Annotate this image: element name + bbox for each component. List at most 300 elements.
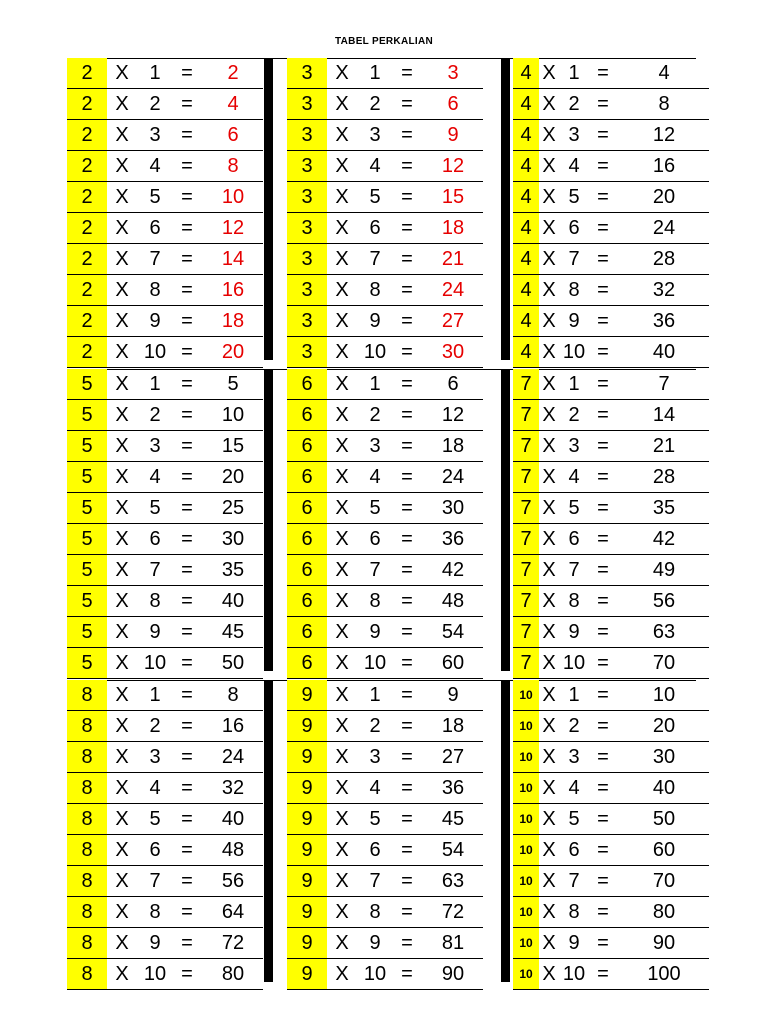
product-result: 32 <box>221 777 245 799</box>
base-number: 8 <box>67 804 107 834</box>
table-row <box>287 897 483 928</box>
base-number: 10 <box>513 897 539 927</box>
times-sign: X <box>335 248 349 270</box>
times-sign: X <box>115 559 129 581</box>
base-number: 6 <box>287 524 327 554</box>
times-sign: X <box>542 839 556 861</box>
multiplier: 8 <box>568 279 580 301</box>
multiplier: 5 <box>568 497 580 519</box>
page-title: TABEL PERKALIAN <box>334 36 434 47</box>
multiplier: 9 <box>568 310 580 332</box>
table-row <box>67 804 263 835</box>
table-row <box>67 275 263 306</box>
times-table-5 <box>67 369 263 679</box>
product-result: 6 <box>447 93 459 115</box>
table-row <box>513 680 709 711</box>
multiplier: 10 <box>363 341 387 363</box>
equals-sign: = <box>597 497 609 519</box>
times-sign: X <box>335 901 349 923</box>
multiplier: 2 <box>568 715 580 737</box>
table-row <box>287 648 483 679</box>
equals-sign: = <box>181 404 193 426</box>
multiplier: 7 <box>369 559 381 581</box>
multiplier: 8 <box>568 590 580 612</box>
equals-sign: = <box>597 310 609 332</box>
times-sign: X <box>335 808 349 830</box>
product-result: 72 <box>441 901 465 923</box>
times-sign: X <box>335 715 349 737</box>
table-row <box>513 89 709 120</box>
multiplier: 8 <box>568 901 580 923</box>
product-result: 70 <box>652 870 676 892</box>
table-row <box>287 928 483 959</box>
times-sign: X <box>335 652 349 674</box>
base-number: 6 <box>287 617 327 647</box>
product-result: 50 <box>221 652 245 674</box>
equals-sign: = <box>597 621 609 643</box>
times-sign: X <box>542 217 556 239</box>
multiplier: 4 <box>149 155 161 177</box>
table-row <box>513 462 709 493</box>
product-result: 18 <box>221 310 245 332</box>
base-number: 4 <box>513 182 539 212</box>
equals-sign: = <box>401 435 413 457</box>
product-result: 30 <box>221 528 245 550</box>
multiplier: 2 <box>369 715 381 737</box>
table-row <box>67 337 263 368</box>
multiplier: 8 <box>149 590 161 612</box>
table-row <box>67 369 263 400</box>
table-row <box>287 835 483 866</box>
equals-sign: = <box>597 932 609 954</box>
table-row <box>287 462 483 493</box>
multiplier: 10 <box>143 963 167 985</box>
base-number: 9 <box>287 742 327 772</box>
times-sign: X <box>335 870 349 892</box>
multiplier: 2 <box>149 404 161 426</box>
equals-sign: = <box>181 435 193 457</box>
table-row <box>67 524 263 555</box>
multiplier: 1 <box>369 684 381 706</box>
equals-sign: = <box>401 62 413 84</box>
table-row <box>67 648 263 679</box>
equals-sign: = <box>597 652 609 674</box>
product-result: 14 <box>221 248 245 270</box>
base-number: 2 <box>67 89 107 119</box>
times-sign: X <box>542 341 556 363</box>
times-sign: X <box>335 963 349 985</box>
table-row <box>513 773 709 804</box>
multiplier: 6 <box>369 839 381 861</box>
multiplier: 10 <box>562 652 586 674</box>
times-sign: X <box>115 373 129 395</box>
product-result: 35 <box>652 497 676 519</box>
times-sign: X <box>335 404 349 426</box>
product-result: 56 <box>221 870 245 892</box>
times-sign: X <box>542 93 556 115</box>
base-number: 8 <box>67 711 107 741</box>
equals-sign: = <box>181 870 193 892</box>
equals-sign: = <box>401 93 413 115</box>
table-row <box>287 431 483 462</box>
product-result: 8 <box>658 93 670 115</box>
multiplier: 10 <box>363 652 387 674</box>
multiplier: 2 <box>369 93 381 115</box>
table-row <box>67 897 263 928</box>
table-row <box>513 866 709 897</box>
product-result: 28 <box>652 466 676 488</box>
product-result: 40 <box>221 808 245 830</box>
base-number: 3 <box>287 213 327 243</box>
times-table-2 <box>67 58 263 368</box>
product-result: 40 <box>652 341 676 363</box>
equals-sign: = <box>181 217 193 239</box>
equals-sign: = <box>597 62 609 84</box>
equals-sign: = <box>401 217 413 239</box>
equals-sign: = <box>597 155 609 177</box>
multiplier: 6 <box>149 839 161 861</box>
times-sign: X <box>115 839 129 861</box>
product-result: 54 <box>441 839 465 861</box>
multiplier: 10 <box>562 341 586 363</box>
table-row <box>513 337 709 368</box>
equals-sign: = <box>401 715 413 737</box>
base-number: 8 <box>67 835 107 865</box>
table-row <box>513 742 709 773</box>
product-result: 100 <box>647 963 681 985</box>
times-sign: X <box>542 373 556 395</box>
times-sign: X <box>335 124 349 146</box>
equals-sign: = <box>401 559 413 581</box>
equals-sign: = <box>597 217 609 239</box>
product-result: 12 <box>441 404 465 426</box>
table-row <box>513 928 709 959</box>
base-number: 2 <box>67 151 107 181</box>
times-sign: X <box>335 62 349 84</box>
table-row <box>287 120 483 151</box>
multiplier: 4 <box>568 155 580 177</box>
times-sign: X <box>335 839 349 861</box>
base-number: 6 <box>287 400 327 430</box>
times-sign: X <box>115 497 129 519</box>
base-number: 7 <box>513 400 539 430</box>
multiplier: 2 <box>568 93 580 115</box>
times-sign: X <box>542 155 556 177</box>
base-number: 3 <box>287 89 327 119</box>
table-band <box>67 369 696 674</box>
product-result: 28 <box>652 248 676 270</box>
equals-sign: = <box>597 963 609 985</box>
product-result: 30 <box>441 341 465 363</box>
table-row <box>513 555 709 586</box>
multiplier: 1 <box>149 62 161 84</box>
equals-sign: = <box>597 559 609 581</box>
product-result: 60 <box>441 652 465 674</box>
base-number: 4 <box>513 120 539 150</box>
times-table-6 <box>287 369 483 679</box>
base-number: 6 <box>287 648 327 678</box>
equals-sign: = <box>597 404 609 426</box>
equals-sign: = <box>181 124 193 146</box>
equals-sign: = <box>181 341 193 363</box>
column-separator <box>264 680 273 982</box>
table-row <box>67 400 263 431</box>
equals-sign: = <box>401 528 413 550</box>
base-number: 6 <box>287 555 327 585</box>
times-sign: X <box>335 373 349 395</box>
times-sign: X <box>335 186 349 208</box>
base-number: 4 <box>513 244 539 274</box>
base-number: 8 <box>67 773 107 803</box>
times-sign: X <box>542 497 556 519</box>
table-row <box>287 680 483 711</box>
product-result: 32 <box>652 279 676 301</box>
product-result: 9 <box>447 124 459 146</box>
times-table-4 <box>513 58 709 368</box>
base-number: 2 <box>67 306 107 336</box>
base-number: 4 <box>513 213 539 243</box>
base-number: 7 <box>513 369 539 399</box>
product-result: 90 <box>652 932 676 954</box>
base-number: 2 <box>67 275 107 305</box>
multiplier: 7 <box>568 870 580 892</box>
equals-sign: = <box>401 808 413 830</box>
multiplier: 1 <box>149 684 161 706</box>
equals-sign: = <box>181 777 193 799</box>
multiplier: 6 <box>149 217 161 239</box>
product-result: 24 <box>652 217 676 239</box>
product-result: 27 <box>441 310 465 332</box>
times-sign: X <box>115 808 129 830</box>
product-result: 35 <box>221 559 245 581</box>
table-row <box>287 804 483 835</box>
times-sign: X <box>115 93 129 115</box>
base-number: 2 <box>67 244 107 274</box>
product-result: 21 <box>441 248 465 270</box>
product-result: 21 <box>652 435 676 457</box>
multiplication-sheet <box>67 58 696 991</box>
table-row <box>67 773 263 804</box>
product-result: 12 <box>652 124 676 146</box>
product-result: 10 <box>221 404 245 426</box>
table-row <box>67 462 263 493</box>
column-separator <box>264 58 273 360</box>
product-result: 16 <box>221 279 245 301</box>
times-sign: X <box>542 870 556 892</box>
multiplier: 1 <box>149 373 161 395</box>
times-sign: X <box>115 404 129 426</box>
times-sign: X <box>542 62 556 84</box>
equals-sign: = <box>401 684 413 706</box>
base-number: 3 <box>287 120 327 150</box>
equals-sign: = <box>401 341 413 363</box>
multiplier: 7 <box>149 559 161 581</box>
base-number: 9 <box>287 835 327 865</box>
base-number: 9 <box>287 773 327 803</box>
times-sign: X <box>542 590 556 612</box>
table-row <box>287 89 483 120</box>
base-number: 10 <box>513 959 539 989</box>
base-number: 7 <box>513 648 539 678</box>
equals-sign: = <box>597 279 609 301</box>
table-row <box>67 89 263 120</box>
product-result: 7 <box>658 373 670 395</box>
product-result: 36 <box>441 528 465 550</box>
table-row <box>513 711 709 742</box>
base-number: 10 <box>513 742 539 772</box>
equals-sign: = <box>181 963 193 985</box>
times-sign: X <box>115 684 129 706</box>
table-row <box>287 369 483 400</box>
table-row <box>67 555 263 586</box>
product-result: 15 <box>221 435 245 457</box>
product-result: 60 <box>652 839 676 861</box>
times-sign: X <box>115 590 129 612</box>
table-row <box>287 493 483 524</box>
base-number: 5 <box>67 462 107 492</box>
equals-sign: = <box>401 124 413 146</box>
base-number: 6 <box>287 462 327 492</box>
multiplier: 5 <box>149 186 161 208</box>
base-number: 4 <box>513 58 539 88</box>
equals-sign: = <box>401 404 413 426</box>
product-result: 36 <box>652 310 676 332</box>
multiplier: 1 <box>568 684 580 706</box>
multiplier: 9 <box>369 621 381 643</box>
equals-sign: = <box>181 62 193 84</box>
multiplier: 4 <box>369 777 381 799</box>
base-number: 7 <box>513 462 539 492</box>
times-sign: X <box>542 404 556 426</box>
multiplier: 4 <box>369 155 381 177</box>
table-row <box>287 182 483 213</box>
equals-sign: = <box>401 248 413 270</box>
multiplier: 6 <box>369 217 381 239</box>
table-row <box>67 742 263 773</box>
times-sign: X <box>335 341 349 363</box>
table-row <box>67 182 263 213</box>
multiplier: 9 <box>568 932 580 954</box>
product-result: 20 <box>221 341 245 363</box>
equals-sign: = <box>181 684 193 706</box>
multiplier: 1 <box>568 373 580 395</box>
times-sign: X <box>542 559 556 581</box>
equals-sign: = <box>181 559 193 581</box>
table-row <box>513 120 709 151</box>
equals-sign: = <box>401 497 413 519</box>
times-sign: X <box>335 466 349 488</box>
table-row <box>513 586 709 617</box>
equals-sign: = <box>401 466 413 488</box>
multiplier: 10 <box>363 963 387 985</box>
times-sign: X <box>115 62 129 84</box>
times-sign: X <box>115 901 129 923</box>
product-result: 6 <box>227 124 239 146</box>
times-sign: X <box>115 652 129 674</box>
times-sign: X <box>542 684 556 706</box>
equals-sign: = <box>597 466 609 488</box>
table-row <box>67 928 263 959</box>
multiplier: 3 <box>568 124 580 146</box>
times-sign: X <box>115 621 129 643</box>
times-sign: X <box>542 746 556 768</box>
times-sign: X <box>115 248 129 270</box>
table-row <box>513 835 709 866</box>
table-row <box>513 213 709 244</box>
times-sign: X <box>542 808 556 830</box>
times-sign: X <box>542 621 556 643</box>
equals-sign: = <box>181 715 193 737</box>
product-result: 30 <box>652 746 676 768</box>
base-number: 10 <box>513 835 539 865</box>
equals-sign: = <box>181 248 193 270</box>
base-number: 5 <box>67 369 107 399</box>
base-number: 9 <box>287 897 327 927</box>
multiplier: 8 <box>149 901 161 923</box>
product-result: 4 <box>658 62 670 84</box>
product-result: 90 <box>441 963 465 985</box>
equals-sign: = <box>401 310 413 332</box>
base-number: 9 <box>287 959 327 989</box>
equals-sign: = <box>597 248 609 270</box>
equals-sign: = <box>401 870 413 892</box>
multiplier: 9 <box>568 621 580 643</box>
times-sign: X <box>542 435 556 457</box>
table-row <box>67 711 263 742</box>
equals-sign: = <box>181 590 193 612</box>
times-table-8 <box>67 680 263 990</box>
table-row <box>287 773 483 804</box>
times-table-7 <box>513 369 709 679</box>
base-number: 2 <box>67 182 107 212</box>
table-row <box>67 959 263 990</box>
times-sign: X <box>115 155 129 177</box>
table-row <box>67 306 263 337</box>
table-row <box>513 400 709 431</box>
multiplier: 6 <box>369 528 381 550</box>
product-result: 14 <box>652 404 676 426</box>
multiplier: 4 <box>568 777 580 799</box>
equals-sign: = <box>401 155 413 177</box>
equals-sign: = <box>597 901 609 923</box>
product-result: 8 <box>227 155 239 177</box>
base-number: 7 <box>513 431 539 461</box>
product-result: 18 <box>441 435 465 457</box>
table-row <box>287 617 483 648</box>
table-row <box>67 151 263 182</box>
column-separator <box>501 58 510 360</box>
table-band <box>67 680 696 985</box>
times-sign: X <box>542 466 556 488</box>
product-result: 24 <box>441 279 465 301</box>
equals-sign: = <box>597 186 609 208</box>
times-sign: X <box>335 684 349 706</box>
times-sign: X <box>115 466 129 488</box>
times-sign: X <box>115 715 129 737</box>
equals-sign: = <box>597 435 609 457</box>
multiplier: 8 <box>369 590 381 612</box>
times-sign: X <box>335 932 349 954</box>
table-row <box>67 586 263 617</box>
base-number: 5 <box>67 586 107 616</box>
product-result: 18 <box>441 715 465 737</box>
table-row <box>287 306 483 337</box>
base-number: 10 <box>513 680 539 710</box>
multiplier: 5 <box>369 808 381 830</box>
base-number: 6 <box>287 431 327 461</box>
product-result: 12 <box>441 155 465 177</box>
table-row <box>287 213 483 244</box>
